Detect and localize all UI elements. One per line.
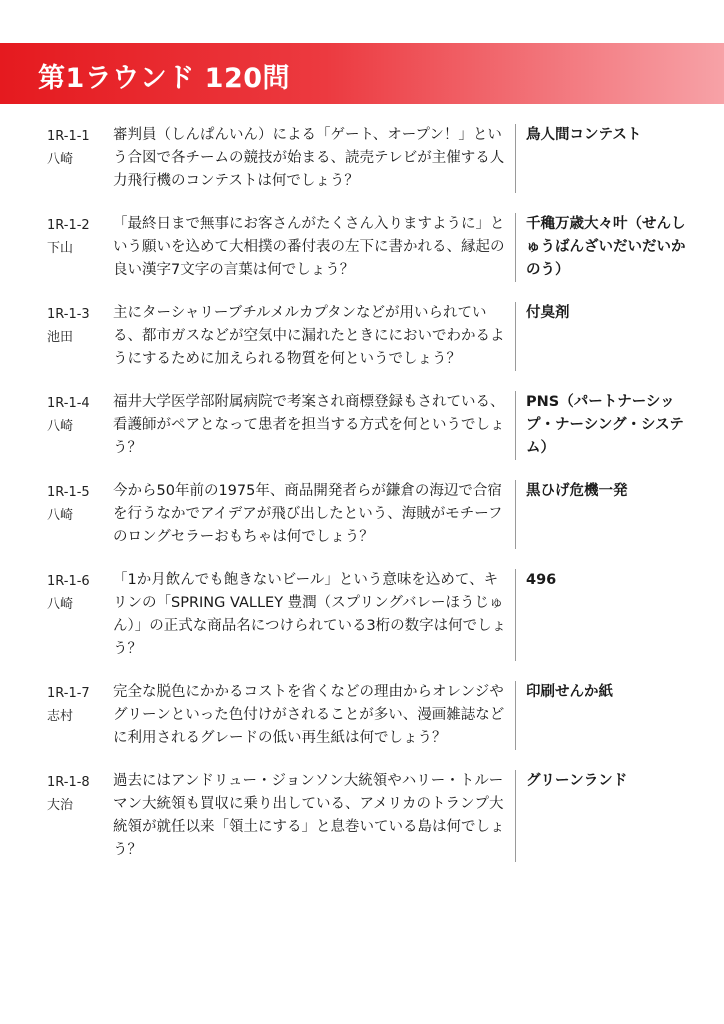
question-id: 1R-1-1	[47, 129, 90, 144]
question-author: 大治	[47, 798, 74, 813]
question-id: 1R-1-5	[47, 485, 90, 500]
round-title: 第1ラウンド 120問	[38, 63, 291, 94]
question-row	[0, 770, 724, 862]
question-row	[0, 391, 724, 460]
question-text: 福井大学医学部附属病院で考案され商標登録もされている、看護師がペアとなって患者を担当する方式を何というでしょう？	[113, 394, 505, 456]
round-header-banner	[0, 43, 724, 104]
column-divider	[515, 391, 516, 460]
question-row	[0, 480, 724, 549]
question-meta	[47, 480, 113, 549]
question-author: 下山	[47, 241, 74, 256]
question-author: 志村	[47, 709, 74, 724]
question-meta	[47, 124, 113, 193]
question-author: 池田	[47, 330, 74, 345]
question-row	[0, 213, 724, 282]
question-list	[0, 124, 724, 882]
question-author: 八崎	[47, 597, 74, 612]
question-id: 1R-1-7	[47, 686, 90, 701]
question-meta	[47, 302, 113, 371]
column-divider	[515, 302, 516, 371]
question-author: 八崎	[47, 508, 74, 523]
question-id: 1R-1-6	[47, 574, 90, 589]
question-text: 今から50年前の1975年、商品開発者らが鎌倉の海辺で合宿を行うなかでアイデアが飛び出したという、海賊がモチーフのロングセラーおもちゃは何でしょう？	[113, 483, 503, 545]
column-divider	[515, 770, 516, 862]
answer-text: 鳥人間コンテスト	[526, 127, 642, 143]
question-id: 1R-1-2	[47, 218, 90, 233]
question-text: 「最終日まで無事にお客さんがたくさん入りますように」という願いを込めて大相撲の番付表の左下に書かれる、縁起の良い漢字7文字の言葉は何でしょう？	[113, 216, 505, 278]
question-author: 八崎	[47, 419, 74, 434]
question-text: 審判員（しんぱんいん）による「ゲート、オープン！」という合図で各チームの競技が始まる、読売テレビが主催する人力飛行機のコンテストは何でしょう？	[113, 127, 505, 189]
answer-text: グリーンランド	[526, 773, 628, 789]
column-divider	[515, 213, 516, 282]
column-divider	[515, 124, 516, 193]
answer-text: 印刷せんか紙	[526, 684, 613, 700]
column-divider	[515, 480, 516, 549]
question-row	[0, 124, 724, 193]
question-text: 「1か月飲んでも飽きないビール」という意味を込めて、キリンの「SPRING VALLEY 豊潤（スプリングバレーほうじゅん）」の正式な商品名につけられている3桁の数字は何でしょう？	[113, 572, 507, 657]
question-row	[0, 681, 724, 750]
question-id: 1R-1-3	[47, 307, 90, 322]
answer-text: 496	[526, 572, 557, 588]
column-divider	[515, 569, 516, 661]
column-divider	[515, 681, 516, 750]
question-meta	[47, 391, 113, 460]
question-row	[0, 569, 724, 661]
question-text: 主にターシャリーブチルメルカプタンなどが用いられている、都市ガスなどが空気中に漏れたときににおいでわかるようにするために加えられる物質を何というでしょう？	[113, 305, 505, 367]
answer-text: 千穐万歳大々叶（せんしゅうばんざいだいだいかのう）	[526, 216, 686, 278]
question-row	[0, 302, 724, 371]
question-text: 完全な脱色にかかるコストを省くなどの理由からオレンジやグリーンといった色付けがされることが多い、漫画雑誌などに利用されるグレードの低い再生紙は何でしょう？	[113, 684, 505, 746]
question-meta	[47, 569, 113, 661]
answer-text: PNS（パートナーシップ・ナーシング・システム）	[526, 394, 684, 456]
question-author: 八崎	[47, 152, 74, 167]
answer-text: 黒ひげ危機一発	[526, 483, 628, 499]
question-meta	[47, 213, 113, 282]
question-id: 1R-1-4	[47, 396, 90, 411]
question-text: 過去にはアンドリュー・ジョンソン大統領やハリー・トルーマン大統領も買収に乗り出している、アメリカのトランプ大統領が就任以来「領土にする」と息巻いている島は何でしょう？	[113, 773, 505, 858]
question-meta	[47, 681, 113, 750]
question-id: 1R-1-8	[47, 775, 90, 790]
question-meta	[47, 770, 113, 862]
answer-text: 付臭剤	[526, 305, 570, 321]
